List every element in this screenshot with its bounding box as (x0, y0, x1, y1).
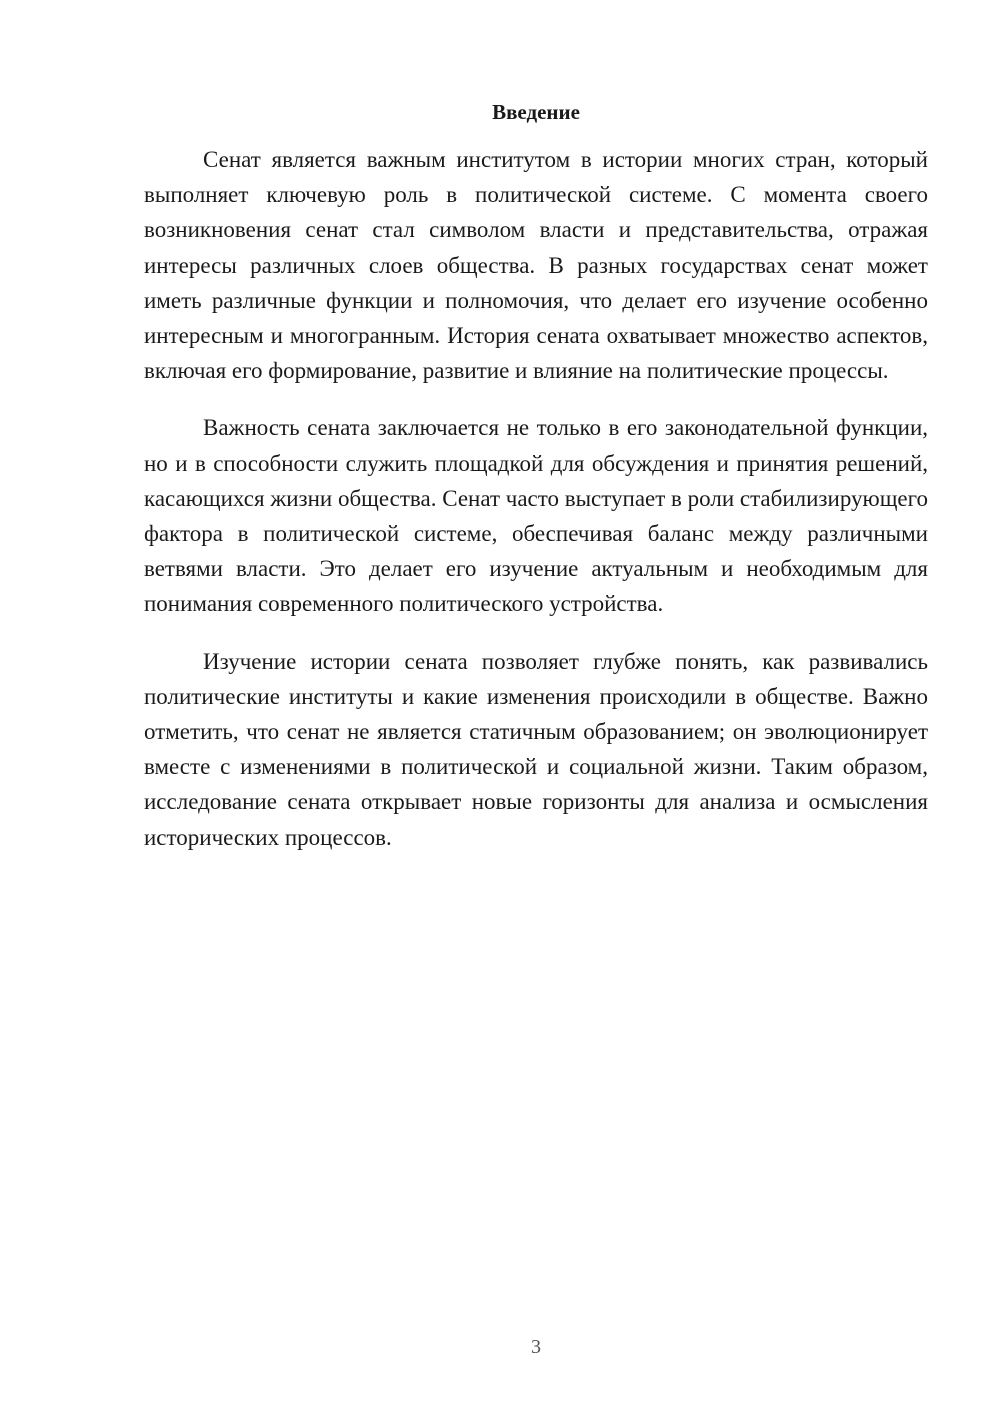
paragraph-3: Изучение истории сената позволяет глубже понять, как развивались политические институты и какие изменения происходили в обществе. Важно отметить, что сенат не является статичным образованием; он эволюционирует вместе с изменениями в политической и социальной жизни. Таким образом, исследование сената открывает новые горизонты для анализа и осмысления исторических процессов. (144, 648, 928, 850)
page-number: 3 (531, 1336, 541, 1358)
paragraph-2: Важность сената заключается не только в его законодательной функции, но и в способности служить площадкой для обсуждения и принятия решений, касающихся жизни общества. Сенат часто выступает в роли стабилизирующего фактора в политической системе, обеспечивая баланс между различными ветвями власти. Это делает его изучение актуальным и необходимым для понимания современного политического устройства. (144, 415, 928, 617)
paragraph-1: Сенат является важным институтом в истории многих стран, который выполняет ключевую роль в политической системе. С момента своего возникновения сенат стал символом власти и представительства, отражая интересы различных слоев общества. В разных государствах сенат может иметь различные функции и полномочия, что делает его изучение особенно интересным и многогранным. История сената охватывает множество аспектов, включая его формирование, развитие и влияние на политические процессы. (144, 147, 928, 384)
section-title: Введение (492, 100, 580, 124)
body-text (144, 142, 928, 877)
